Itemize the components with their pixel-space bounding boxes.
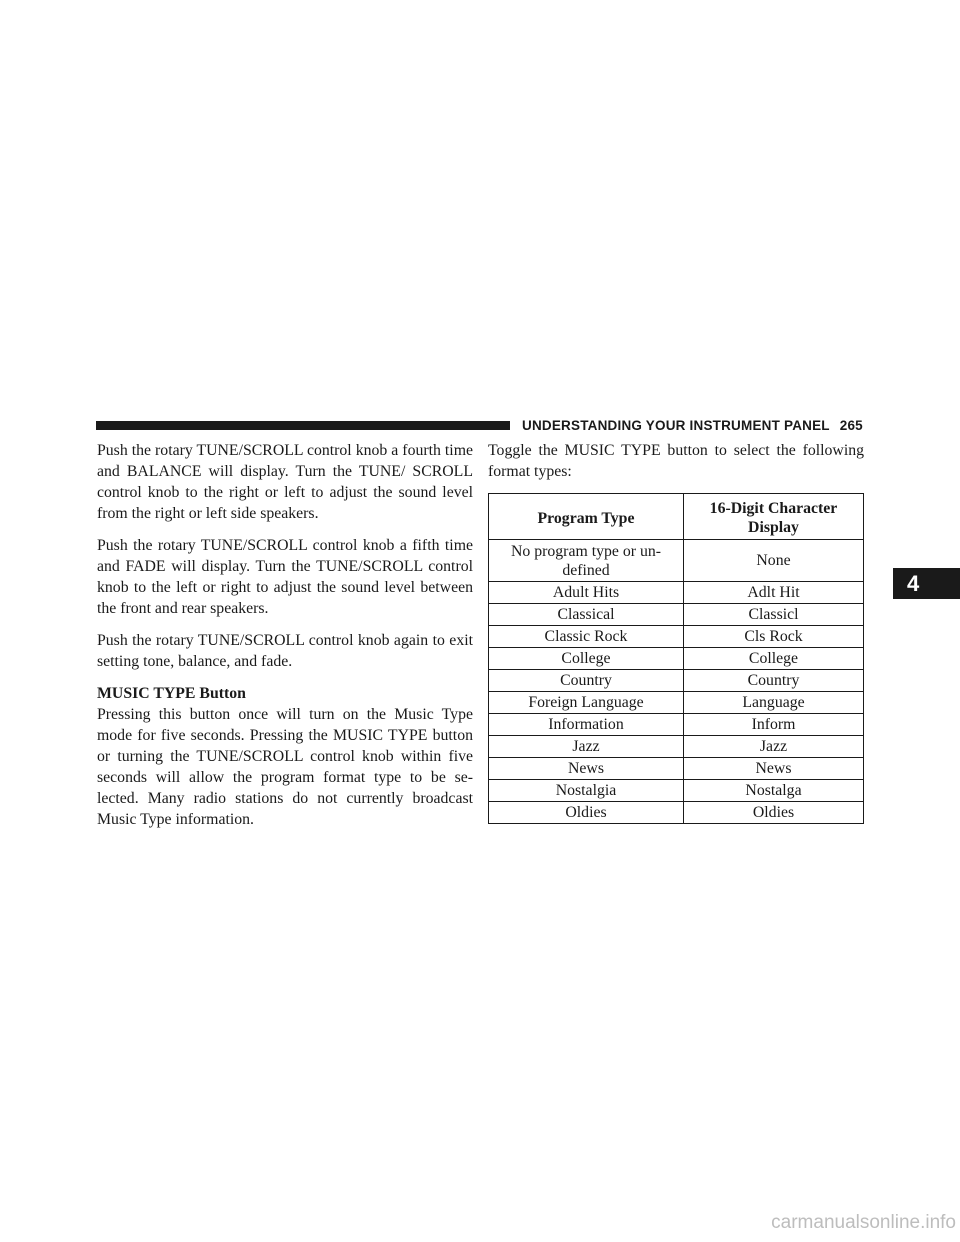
header-display: 16-Digit Character Display	[684, 494, 864, 540]
table-intro: Toggle the MUSIC TYPE button to select the following format types:	[488, 442, 864, 480]
display-cell: News	[684, 758, 864, 780]
display-cell: Language	[684, 692, 864, 714]
table-row	[489, 540, 864, 582]
display-cell: Adlt Hit	[684, 582, 864, 604]
running-header	[522, 416, 862, 436]
table-row	[489, 648, 864, 670]
program-type-cell: Foreign Language	[489, 692, 684, 714]
table-row	[489, 626, 864, 648]
paragraph-balance: Push the rotary TUNE/SCROLL control knob a fourth time and BALANCE will display. Turn the TUNE/ SCROLL control knob to the right or left to adjust the sound level from the right or left side speakers.	[97, 442, 473, 522]
format-types-table	[488, 493, 864, 824]
display-cell: None	[684, 540, 864, 582]
chapter-tab	[893, 568, 960, 599]
section-title: UNDERSTANDING YOUR INSTRUMENT PANEL	[522, 418, 830, 433]
header-rule	[96, 421, 510, 430]
table-row	[489, 736, 864, 758]
table-row	[489, 692, 864, 714]
program-type-cell: Country	[489, 670, 684, 692]
paragraph-music-type: Pressing this button once will turn on the Music Type mode for five seconds. Pressing the MUSIC TYPE button or turning the TUNE/SCROLL control knob within five seconds will allow the program format type to be se- lected. Many radio stations do not currently broadcast Music Type information.	[97, 706, 473, 828]
display-cell: Country	[684, 670, 864, 692]
table-row	[489, 670, 864, 692]
display-cell: Classicl	[684, 604, 864, 626]
paragraph-exit: Push the rotary TUNE/SCROLL control knob again to exit setting tone, balance, and fade.	[97, 632, 473, 670]
paragraph-fade: Push the rotary TUNE/SCROLL control knob a fifth time and FADE will display. Turn the TUNE/SCROLL control knob to the left or right to adjust the sound level between the front and rear speakers.	[97, 537, 473, 617]
section-heading: MUSIC TYPE Button	[97, 685, 246, 702]
table-row	[489, 802, 864, 824]
program-type-cell: Adult Hits	[489, 582, 684, 604]
display-cell: Jazz	[684, 736, 864, 758]
table-row	[489, 604, 864, 626]
header-program-type: Program Type	[489, 494, 684, 540]
table-row	[489, 758, 864, 780]
program-type-cell: Information	[489, 714, 684, 736]
watermark: carmanualsonline.info	[771, 1212, 956, 1233]
page-number: 265	[839, 418, 863, 433]
chapter-number: 4	[907, 571, 920, 596]
program-type-cell: Nostalgia	[489, 780, 684, 802]
table-row	[489, 582, 864, 604]
right-column	[488, 440, 864, 824]
display-cell: Nostalga	[684, 780, 864, 802]
program-type-cell: Oldies	[489, 802, 684, 824]
display-cell: Cls Rock	[684, 626, 864, 648]
left-column	[97, 440, 473, 841]
program-type-cell: Jazz	[489, 736, 684, 758]
program-type-cell: News	[489, 758, 684, 780]
display-cell: Inform	[684, 714, 864, 736]
display-cell: College	[684, 648, 864, 670]
program-type-cell: College	[489, 648, 684, 670]
table-row	[489, 780, 864, 802]
display-cell: Oldies	[684, 802, 864, 824]
program-type-cell: Classic Rock	[489, 626, 684, 648]
program-type-cell: No program type or un- defined	[489, 540, 684, 582]
program-type-cell: Classical	[489, 604, 684, 626]
table-header-row	[489, 494, 864, 540]
table-row	[489, 714, 864, 736]
